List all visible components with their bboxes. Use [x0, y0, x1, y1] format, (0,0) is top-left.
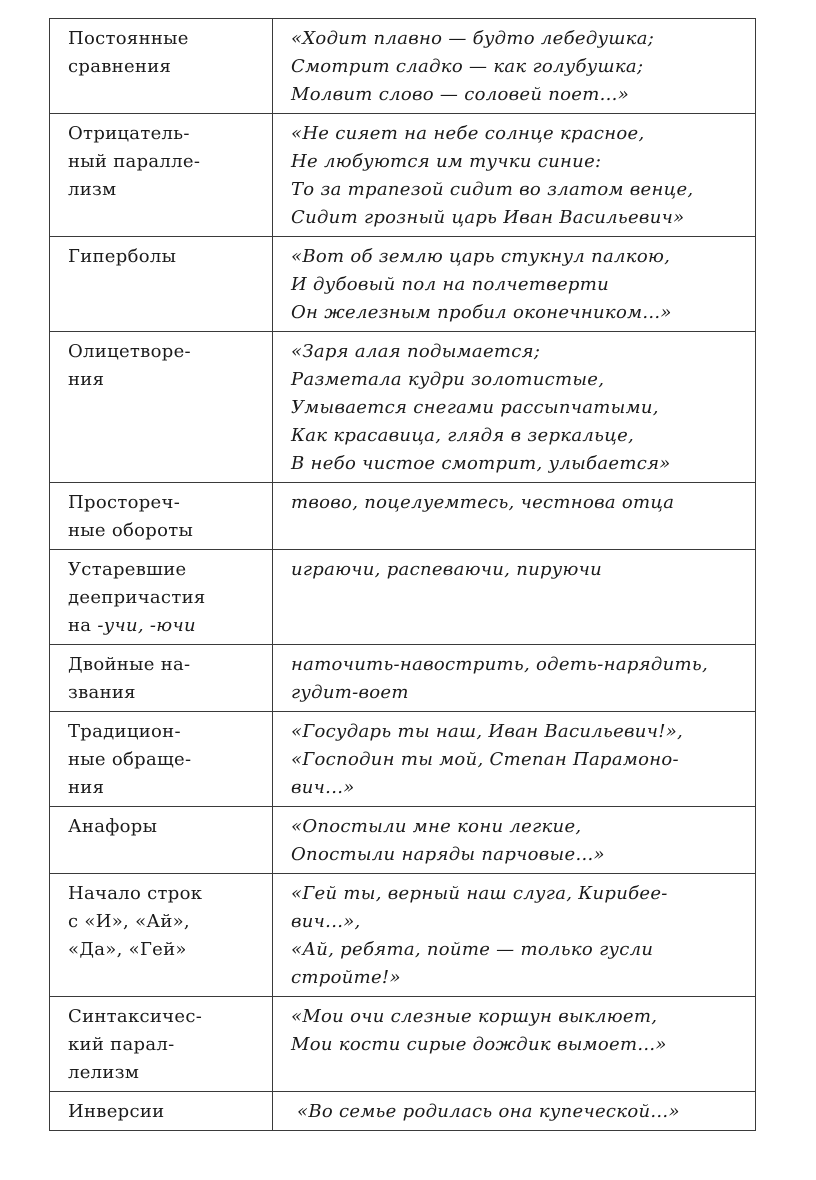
device-name: Инверсии	[50, 1092, 273, 1131]
device-example: «Ходит плавно — будто лебедушка; Смотрит сладко — как голубушка; Молвит слово — соловей поет...»	[273, 19, 756, 114]
device-example: «Мои очи слезные коршун выклюет, Мои кости сирые дождик вымоет...»	[273, 997, 756, 1092]
device-example: «Опостыли мне кони легкие, Опостыли наряды парчовые...»	[273, 807, 756, 874]
table-row	[50, 550, 756, 645]
table-row	[50, 1092, 756, 1131]
device-example: «Государь ты наш, Иван Васильевич!», «Господин ты мой, Степан Парамоно- вич...»	[273, 712, 756, 807]
device-name: Простореч- ные обороты	[50, 483, 273, 550]
device-example: «Не сияет на небе солнце красное, Не любуются им тучки синие: То за трапезой сидит во златом венце, Сидит грозный царь Иван Васильевич»	[273, 114, 756, 237]
device-name: Синтаксичес- кий парал- лелизм	[50, 997, 273, 1092]
literary-devices-table	[49, 18, 756, 1131]
table-row	[50, 332, 756, 483]
table-row	[50, 874, 756, 997]
device-name: Двойные на- звания	[50, 645, 273, 712]
device-example: «Вот об землю царь стукнул палкою, И дубовый пол на полчетверти Он железным пробил оконечником...»	[273, 237, 756, 332]
table-row	[50, 645, 756, 712]
device-name: Отрицатель- ный паралле- лизм	[50, 114, 273, 237]
table-row	[50, 19, 756, 114]
device-name: Олицетворе- ния	[50, 332, 273, 483]
device-name: Традицион- ные обраще- ния	[50, 712, 273, 807]
device-example: играючи, распеваючи, пируючи	[273, 550, 756, 645]
table-row	[50, 712, 756, 807]
device-name: Устаревшие деепричастия на -учи, -ючи	[50, 550, 273, 645]
device-name: Анафоры	[50, 807, 273, 874]
table-row	[50, 997, 756, 1092]
table-row	[50, 807, 756, 874]
device-name: Гиперболы	[50, 237, 273, 332]
table-row	[50, 114, 756, 237]
device-example: наточить-навострить, одеть-нарядить, гудит-воет	[273, 645, 756, 712]
device-example: твово, поцелуемтесь, честнова отца	[273, 483, 756, 550]
device-name: Постоянные сравнения	[50, 19, 273, 114]
device-example: «Во семье родилась она купеческой...»	[273, 1092, 756, 1131]
device-example: «Гей ты, верный наш слуга, Кирибее- вич...», «Ай, ребята, пойте — только гусли стройте!»	[273, 874, 756, 997]
table-row	[50, 483, 756, 550]
table-row	[50, 237, 756, 332]
device-example: «Заря алая подымается; Разметала кудри золотистые, Умывается снегами рассыпчатыми, Как красавица, глядя в зеркальце, В небо чистое смотрит, улыбается»	[273, 332, 756, 483]
device-name: Начало строк с «И», «Ай», «Да», «Гей»	[50, 874, 273, 997]
